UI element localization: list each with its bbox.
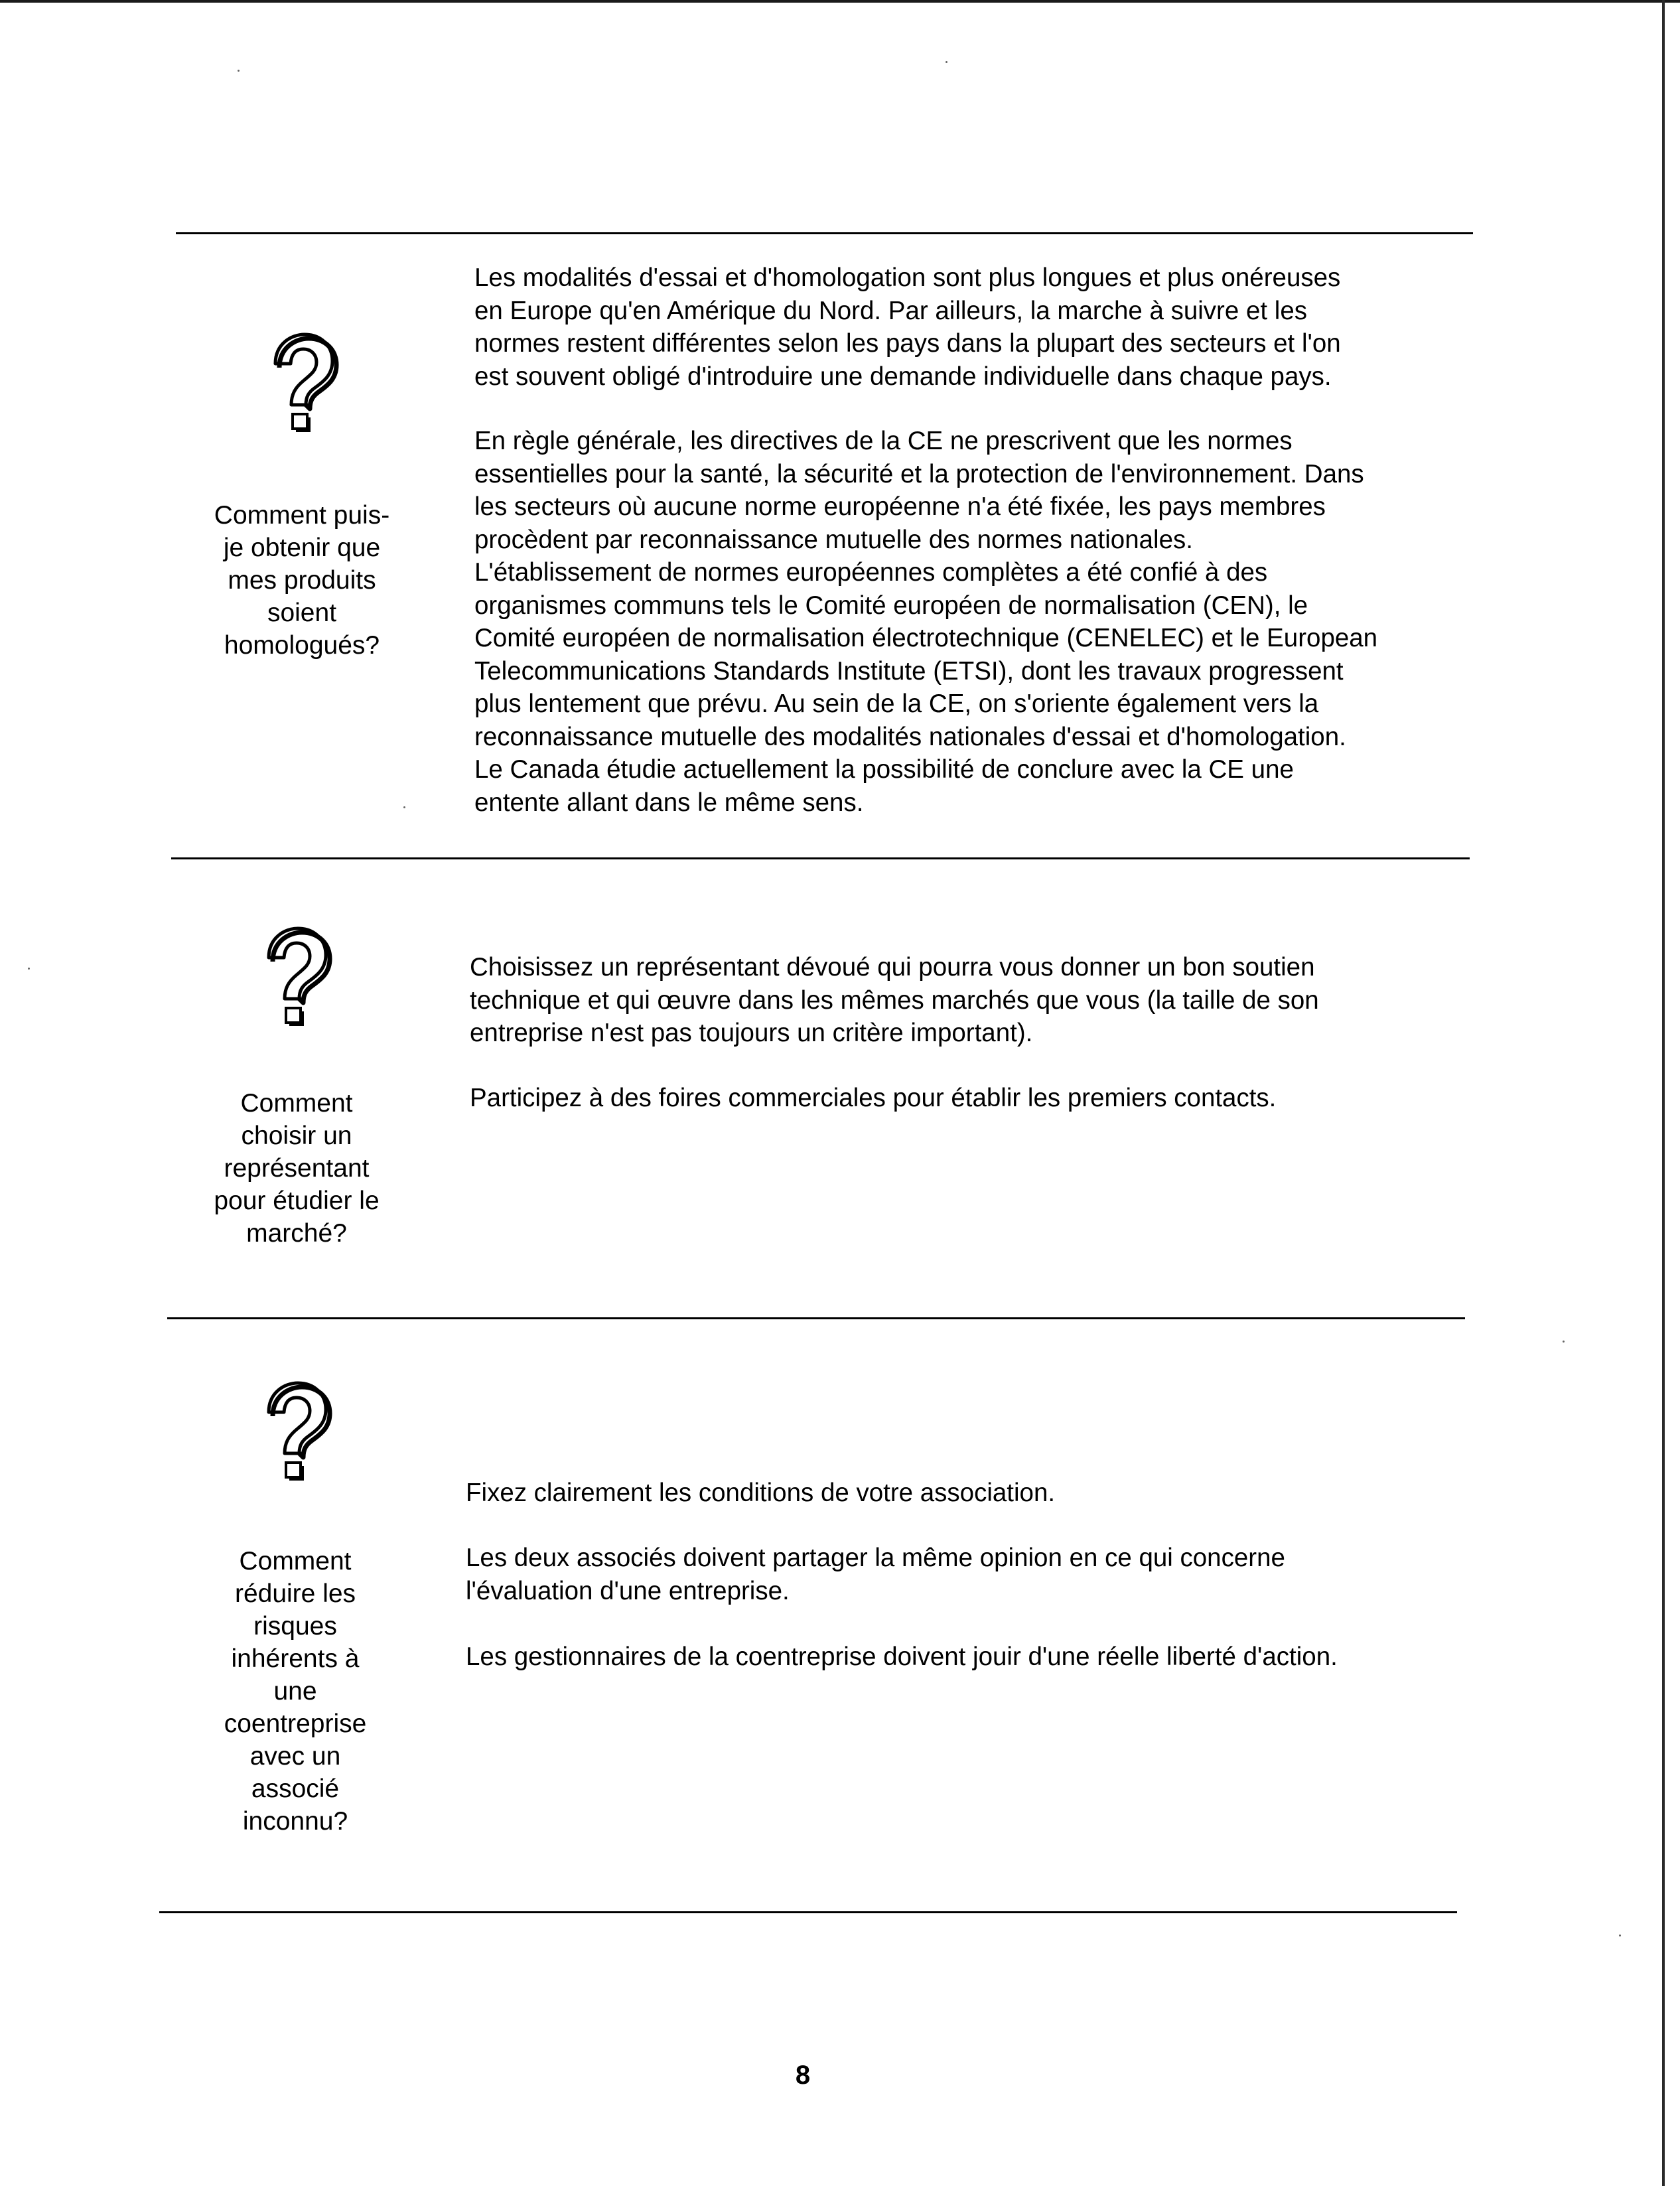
answer-paragraph: Les deux associés doivent partager la même opinion en ce qui concerne l'évaluation d'une entreprise. [466, 1544, 1285, 1605]
section-divider-top [176, 232, 1473, 234]
scan-speck [28, 968, 30, 970]
answer-paragraph: Choisissez un représentant dévoué qui pourra vous donner un bon soutien technique et qui œuvre dans les mêmes marchés que vous (la taille de son entreprise n'est pas toujours un critère important). [470, 953, 1319, 1047]
scan-speck [238, 70, 240, 72]
faq-question: Comment réduire les risques inhérents à une coentreprise avec un associé inconnu? [224, 1547, 367, 1836]
answer-paragraph: Les gestionnaires de la coentreprise doivent jouir d'une réelle liberté d'action. [466, 1642, 1338, 1671]
question-mark-icon [255, 926, 335, 1032]
scan-speck [1619, 1934, 1621, 1936]
scan-speck [1563, 1341, 1565, 1343]
scan-speck [403, 806, 405, 808]
question-mark-icon [255, 1380, 335, 1487]
answer-paragraph: En règle générale, les directives de la CE ne prescrivent que les normes essentielles pour la santé, la sécurité et la protection de l'environnement. Dans les secteurs où aucune norme européenne n'a été fixée, les pays membres procèdent par reconnaissance mutuelle des normes nationales. L'établissement de normes européennes complètes a été confié à des organismes communs tels le Comité européen de normalisation (CEN), le Comité européen de normalisation électrotechnique (CENELEC) et le European Telecommunications Standards Institute (ETSI), dont les travaux progressent plus lentement que prévu. Au sein de la CE, on s'oriente également vers la reconnaissance mutuelle des modalités nationales d'essai et d'homologation. Le Canada étudie actuellement la possibilité de conclure avec la CE une entente allant dans le même sens. [474, 427, 1378, 817]
faq-question: Comment choisir un représentant pour étudier le marché? [214, 1089, 380, 1248]
section-divider [167, 1317, 1465, 1319]
question-mark-icon [262, 332, 342, 438]
section-divider-bottom [159, 1911, 1457, 1913]
answer-paragraph: Participez à des foires commerciales pour établir les premiers contacts. [470, 1084, 1277, 1112]
answer-paragraph: Fixez clairement les conditions de votre association. [466, 1479, 1056, 1507]
scan-right-border [1662, 0, 1665, 2186]
faq-question: Comment puis- je obtenir que mes produits soient homologués? [214, 501, 390, 660]
answer-paragraph: Les modalités d'essai et d'homologation sont plus longues et plus onéreuses en Europe qu'en Amérique du Nord. Par ailleurs, la marche à suivre et les normes restent différentes selon les pays dans la plupart des secteurs et l'on est souvent obligé d'introduire une demande individuelle dans chaque pays. [474, 263, 1341, 391]
scan-top-border [0, 0, 1680, 3]
scan-speck [945, 61, 947, 63]
section-divider [171, 857, 1470, 859]
page-number: 8 [795, 2061, 811, 2090]
